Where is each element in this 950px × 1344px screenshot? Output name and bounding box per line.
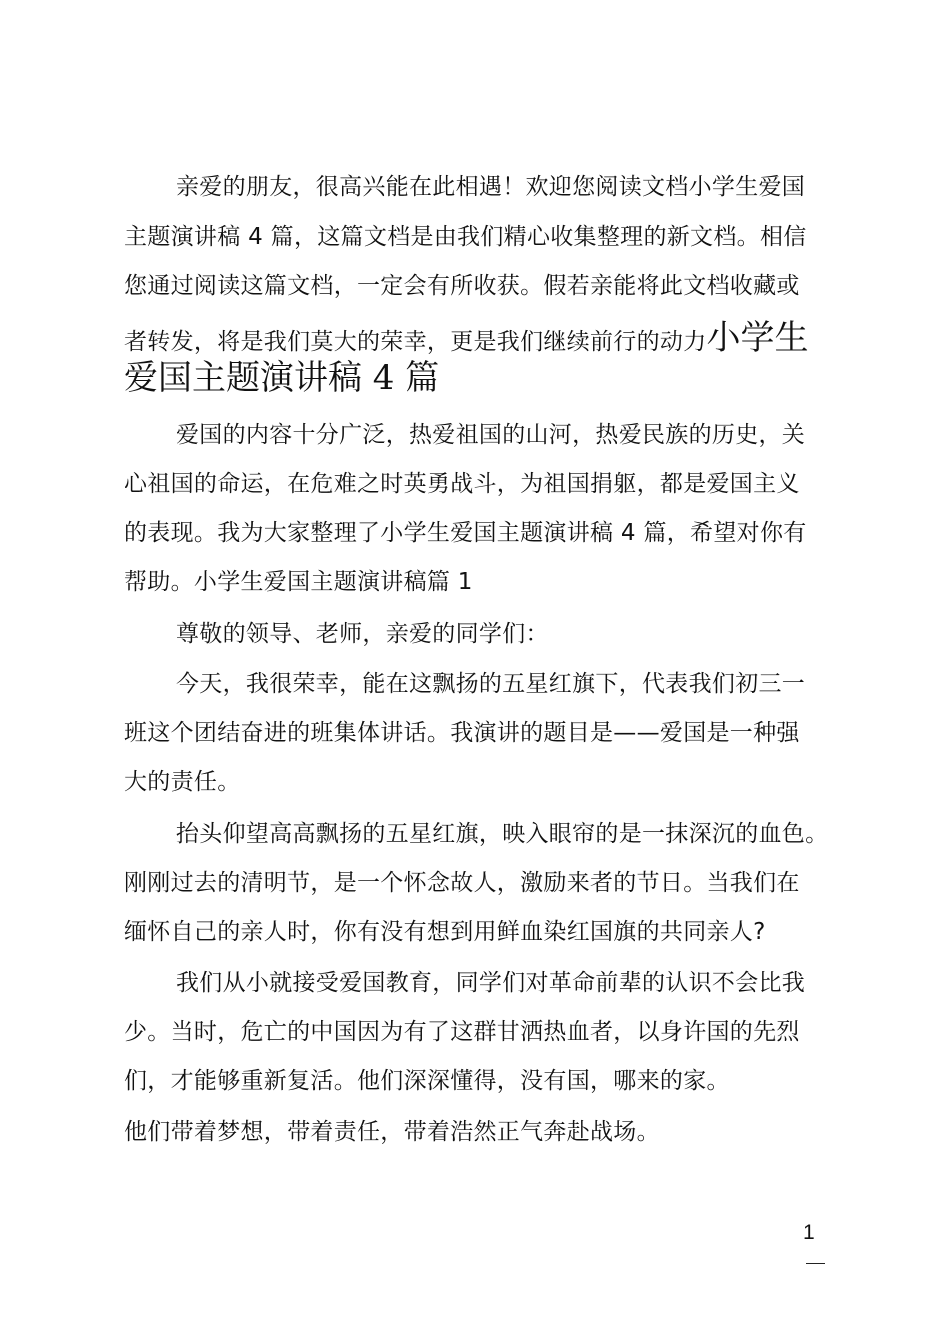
salutation: 尊敬的领导、老师，亲爱的同学们： — [176, 621, 549, 647]
doc-title-part-2: 爱国主题演讲稿 4 篇 — [124, 358, 440, 398]
paragraph-3-line-3: 大的责任。 — [124, 769, 241, 795]
page-number-underline — [806, 1263, 825, 1264]
paragraph-4-line-1: 抬头仰望高高飘扬的五星红旗，映入眼帘的是一抹深沉的血色。 — [176, 821, 829, 847]
paragraph-5-line-1: 我们从小就接受爱国教育，同学们对革命前辈的认识不会比我 — [176, 970, 806, 996]
paragraph-4-line-2: 刚刚过去的清明节，是一个怀念故人，激励来者的节日。当我们在 — [124, 870, 800, 896]
paragraph-1-line-2: 心祖国的命运，在危难之时英勇战斗，为祖国捐躯，都是爱国主义 — [124, 471, 800, 497]
paragraph-1-line-3: 的表现。我为大家整理了小学生爱国主题演讲稿 4 篇，希望对你有 — [124, 520, 807, 546]
doc-title-part-1: 小学生 — [706, 318, 809, 358]
intro-line-2: 主题演讲稿 4 篇，这篇文档是由我们精心收集整理的新文档。相信 — [124, 224, 807, 250]
paragraph-1-line-1: 爱国的内容十分广泛，热爱祖国的山河，热爱民族的历史，关 — [176, 422, 806, 448]
intro-line-4 — [124, 318, 809, 358]
intro-line-4-text: 者转发，将是我们莫大的荣幸，更是我们继续前行的动力 — [124, 329, 707, 355]
paragraph-3-line-1: 今天，我很荣幸，能在这飘扬的五星红旗下，代表我们初三一 — [176, 671, 806, 697]
intro-line-1: 亲爱的朋友，很高兴能在此相遇！欢迎您阅读文档小学生爱国 — [176, 174, 806, 200]
paragraph-5-line-2: 少。当时，危亡的中国因为有了这群甘洒热血者，以身许国的先烈 — [124, 1019, 800, 1045]
paragraph-6-line-1: 他们带着梦想，带着责任，带着浩然正气奔赴战场。 — [124, 1119, 660, 1145]
paragraph-4-line-3: 缅怀自己的亲人时，你有没有想到用鲜血染红国旗的共同亲人? — [124, 919, 766, 945]
paragraph-5-line-3: 们，才能够重新复活。他们深深懂得，没有国，哪来的家。 — [124, 1068, 730, 1094]
page-number: 1 — [803, 1221, 815, 1244]
paragraph-1-line-4: 帮助。小学生爱国主题演讲稿篇 1 — [124, 569, 473, 595]
paragraph-3-line-2: 班这个团结奋进的班集体讲话。我演讲的题目是——爱国是一种强 — [124, 720, 800, 746]
intro-line-3: 您通过阅读这篇文档，一定会有所收获。假若亲能将此文档收藏或 — [124, 273, 800, 299]
